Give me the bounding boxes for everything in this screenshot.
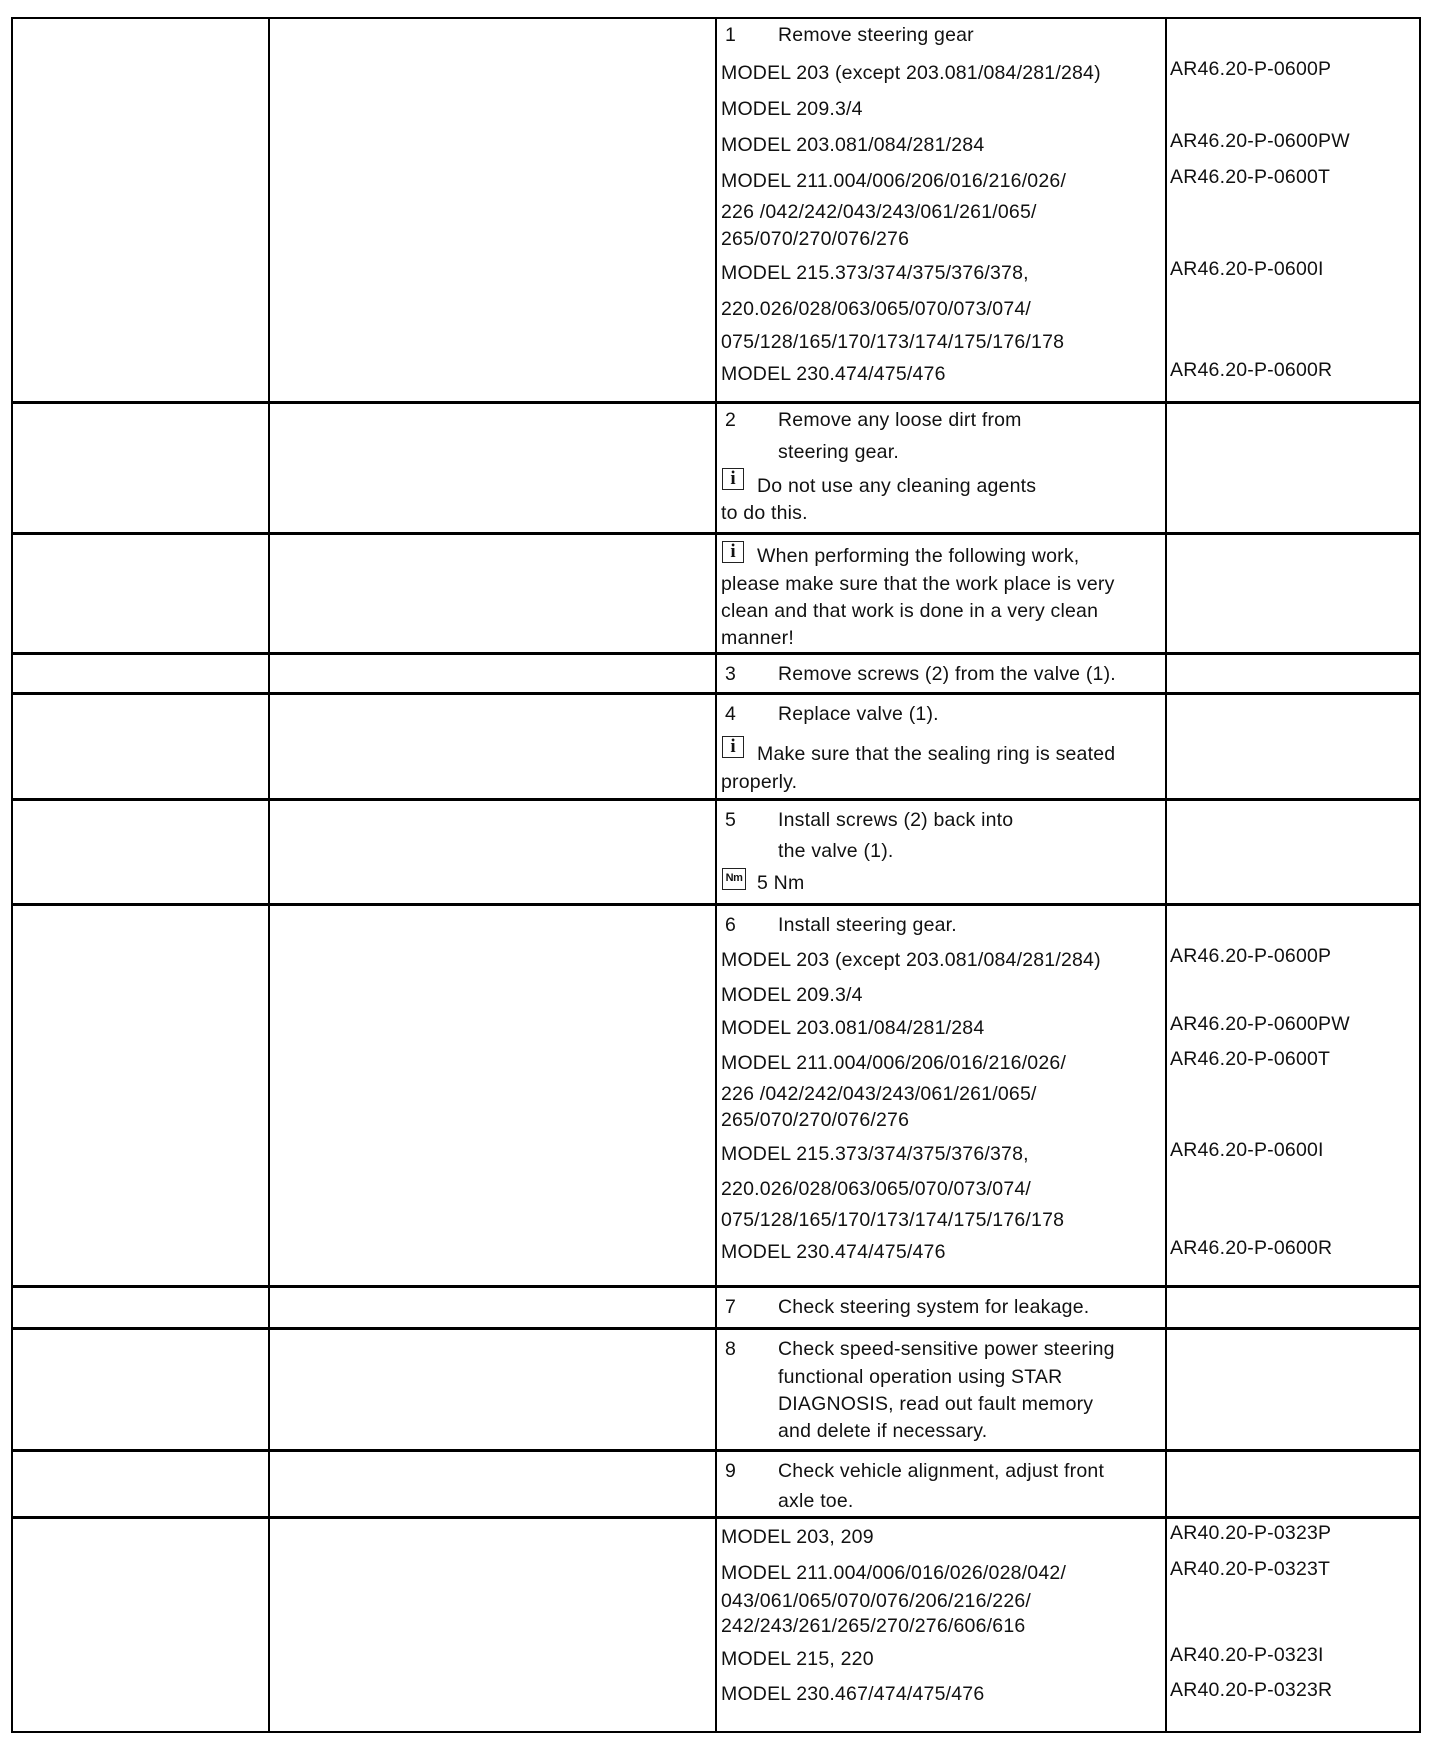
model-line: MODEL 211.004/006/206/016/216/026/: [721, 170, 1067, 192]
step-text: Check steering system for leakage.: [778, 1296, 1090, 1318]
table-row: [13, 692, 1419, 801]
table-row: [13, 19, 1419, 401]
model-line: 265/070/270/076/276: [721, 228, 910, 250]
model-line: MODEL 203.081/084/281/284: [721, 134, 985, 156]
step-number: 6: [725, 914, 736, 936]
step-text: Install steering gear.: [778, 914, 957, 936]
table-row: [13, 532, 1419, 655]
note-text: to do this.: [721, 502, 808, 524]
model-line: MODEL 230.474/475/476: [721, 363, 946, 385]
note-text: clean and that work is done in a very clean: [721, 600, 1099, 622]
procedure-table: [11, 17, 1421, 1733]
step-text: Remove any loose dirt from: [778, 409, 1022, 431]
step-number: 5: [725, 809, 736, 831]
step-text: steering gear.: [778, 441, 899, 463]
table-row: [13, 798, 1419, 906]
step-number: 4: [725, 703, 736, 725]
model-line: MODEL 203 (except 203.081/084/281/284): [721, 949, 1101, 971]
step-text: Remove screws (2) from the valve (1).: [778, 663, 1116, 685]
reference-code: AR46.20-P-0600P: [1170, 58, 1332, 80]
step-text: functional operation using STAR: [778, 1366, 1063, 1388]
step-number: 8: [725, 1338, 736, 1360]
model-line: 265/070/270/076/276: [721, 1109, 910, 1131]
torque-icon: Nm: [722, 868, 746, 890]
step-text: and delete if necessary.: [778, 1420, 988, 1442]
step-text: Install screws (2) back into: [778, 809, 1014, 831]
note-text: please make sure that the work place is very: [721, 573, 1115, 595]
table-row: [13, 652, 1419, 695]
reference-code: AR46.20-P-0600I: [1170, 258, 1324, 280]
model-line: MODEL 230.467/474/475/476: [721, 1683, 985, 1705]
info-icon: i: [722, 736, 744, 758]
step-text: the valve (1).: [778, 840, 894, 862]
model-line: 220.026/028/063/065/070/073/074/: [721, 1178, 1032, 1200]
reference-code: AR46.20-P-0600PW: [1170, 1013, 1350, 1035]
step-number: 3: [725, 663, 736, 685]
step-text: Remove steering gear: [778, 24, 974, 46]
step-number: 2: [725, 409, 736, 431]
reference-code: AR46.20-P-0600R: [1170, 1237, 1333, 1259]
note-text: manner!: [721, 627, 794, 649]
step-number: 7: [725, 1296, 736, 1318]
note-text: Make sure that the sealing ring is seated: [757, 743, 1116, 765]
model-line: MODEL 209.3/4: [721, 98, 863, 120]
table-row: [13, 903, 1419, 1288]
model-line: 075/128/165/170/173/174/175/176/178: [721, 1209, 1065, 1231]
step-number: 1: [725, 24, 736, 46]
step-text: Replace valve (1).: [778, 703, 939, 725]
info-icon: i: [722, 468, 744, 490]
step-text: axle toe.: [778, 1490, 854, 1512]
model-line: MODEL 203.081/084/281/284: [721, 1017, 985, 1039]
reference-code: AR40.20-P-0323I: [1170, 1644, 1324, 1666]
step-text: DIAGNOSIS, read out fault memory: [778, 1393, 1094, 1415]
reference-code: AR46.20-P-0600T: [1170, 1048, 1331, 1070]
reference-code: AR46.20-P-0600R: [1170, 359, 1333, 381]
info-icon: i: [722, 541, 744, 563]
model-line: MODEL 211.004/006/016/026/028/042/: [721, 1562, 1067, 1584]
model-line: MODEL 215.373/374/375/376/378,: [721, 262, 1029, 284]
reference-code: AR46.20-P-0600T: [1170, 166, 1331, 188]
torque-value: 5 Nm: [757, 872, 805, 894]
model-line: MODEL 203, 209: [721, 1526, 874, 1548]
note-text: Do not use any cleaning agents: [757, 475, 1037, 497]
model-line: MODEL 211.004/006/206/016/216/026/: [721, 1052, 1067, 1074]
model-line: 043/061/065/070/076/206/216/226/: [721, 1590, 1032, 1612]
reference-code: AR46.20-P-0600I: [1170, 1139, 1324, 1161]
reference-code: AR40.20-P-0323P: [1170, 1522, 1332, 1544]
table-row: [13, 1285, 1419, 1330]
model-line: MODEL 230.474/475/476: [721, 1241, 946, 1263]
note-text: properly.: [721, 771, 798, 793]
model-line: 226 /042/242/043/243/061/261/065/: [721, 1083, 1037, 1105]
table-row: [13, 1327, 1419, 1452]
model-line: MODEL 215.373/374/375/376/378,: [721, 1143, 1029, 1165]
table-row: [13, 1516, 1419, 1736]
model-line: 242/243/261/265/270/276/606/616: [721, 1615, 1026, 1637]
model-line: 220.026/028/063/065/070/073/074/: [721, 298, 1032, 320]
reference-code: AR46.20-P-0600P: [1170, 945, 1332, 967]
step-text: Check vehicle alignment, adjust front: [778, 1460, 1105, 1482]
model-line: 075/128/165/170/173/174/175/176/178: [721, 331, 1065, 353]
reference-code: AR40.20-P-0323R: [1170, 1679, 1333, 1701]
model-line: 226 /042/242/043/243/061/261/065/: [721, 201, 1037, 223]
model-line: MODEL 215, 220: [721, 1648, 874, 1670]
note-text: When performing the following work,: [757, 545, 1080, 567]
model-line: MODEL 209.3/4: [721, 984, 863, 1006]
step-text: Check speed-sensitive power steering: [778, 1338, 1115, 1360]
model-line: MODEL 203 (except 203.081/084/281/284): [721, 62, 1101, 84]
reference-code: AR40.20-P-0323T: [1170, 1558, 1331, 1580]
table-row: [13, 1449, 1419, 1519]
step-number: 9: [725, 1460, 736, 1482]
reference-code: AR46.20-P-0600PW: [1170, 130, 1350, 152]
table-row: [13, 401, 1419, 535]
